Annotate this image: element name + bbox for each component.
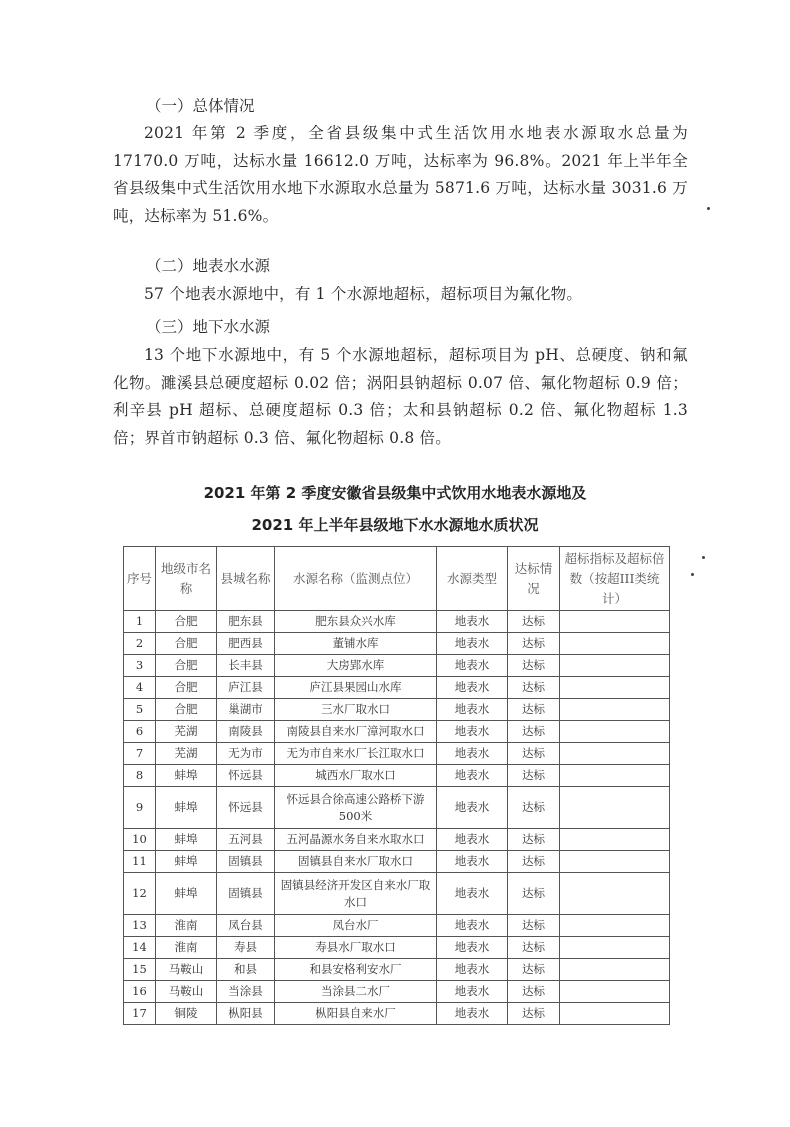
cell-county: 肥东县 (217, 611, 275, 633)
cell-exceedance (560, 787, 670, 829)
cell-county: 长丰县 (217, 655, 275, 677)
cell-city: 马鞍山 (156, 981, 217, 1003)
header-index: 序号 (124, 547, 156, 611)
cell-index: 6 (124, 721, 156, 743)
cell-index: 8 (124, 765, 156, 787)
paragraph-surface-water: 57 个地表水源地中，有 1 个水源地超标，超标项目为氟化物。 (144, 285, 583, 303)
cell-city: 蚌埠 (156, 829, 217, 851)
cell-source-type: 地表水 (437, 677, 508, 699)
cell-county: 寿县 (217, 937, 275, 959)
cell-source-name: 当涂县二水厂 (275, 981, 437, 1003)
cell-exceedance (560, 851, 670, 873)
cell-county: 当涂县 (217, 981, 275, 1003)
cell-source-name: 固镇县经济开发区自来水厂取水口 (275, 873, 437, 915)
table-row (124, 765, 670, 787)
cell-exceedance (560, 981, 670, 1003)
cell-index: 1 (124, 611, 156, 633)
header-county: 县城名称 (217, 547, 275, 611)
cell-source-type: 地表水 (437, 981, 508, 1003)
cell-index: 13 (124, 915, 156, 937)
cell-county: 南陵县 (217, 721, 275, 743)
cell-source-type: 地表水 (437, 699, 508, 721)
cell-city: 合肥 (156, 611, 217, 633)
cell-city: 合肥 (156, 633, 217, 655)
cell-compliance: 达标 (508, 655, 560, 677)
cell-compliance: 达标 (508, 937, 560, 959)
cell-city: 蚌埠 (156, 765, 217, 787)
table-header-row (124, 547, 670, 611)
cell-source-name: 无为市自来水厂长江取水口 (275, 743, 437, 765)
cell-county: 固镇县 (217, 851, 275, 873)
water-quality-table (123, 546, 670, 1025)
cell-county: 固镇县 (217, 873, 275, 915)
cell-compliance: 达标 (508, 851, 560, 873)
cell-exceedance (560, 873, 670, 915)
cell-source-name: 固镇县自来水厂取水口 (275, 851, 437, 873)
cell-county: 怀远县 (217, 765, 275, 787)
cell-source-type: 地表水 (437, 655, 508, 677)
cell-compliance: 达标 (508, 1003, 560, 1025)
cell-source-type: 地表水 (437, 873, 508, 915)
cell-exceedance (560, 829, 670, 851)
section-heading-surface-water: （二）地表水水源 (146, 257, 271, 275)
table-row (124, 959, 670, 981)
cell-source-type: 地表水 (437, 721, 508, 743)
table-title-line-1: 2021 年第 2 季度安徽省县级集中式饮用水地表水源地及 (203, 484, 587, 502)
cell-index: 10 (124, 829, 156, 851)
header-source-name: 水源名称（监测点位） (275, 547, 437, 611)
table-row (124, 699, 670, 721)
cell-city: 蚌埠 (156, 873, 217, 915)
cell-exceedance (560, 721, 670, 743)
cell-source-type: 地表水 (437, 743, 508, 765)
cell-exceedance (560, 937, 670, 959)
cell-county: 枞阳县 (217, 1003, 275, 1025)
paragraph-groundwater: 13 个地下水源地中，有 5 个水源地超标，超标项目为 pH、总硬度、钠和氟化物。濉溪县总硬度超标 0.02 倍；涡阳县钠超标 0.07 倍、氟化物超标 0.9 倍；利辛县 pH 超标、总硬度超标 0.3 倍；太和县钠超标 0.2 倍、氟化物超标 1.3 倍；界首市钠超标 0.3 倍、氟化物超标 0.8 倍。 (113, 346, 688, 447)
table-row (124, 721, 670, 743)
cell-county: 和县 (217, 959, 275, 981)
cell-compliance: 达标 (508, 765, 560, 787)
cell-compliance: 达标 (508, 959, 560, 981)
header-source-type: 水源类型 (437, 547, 508, 611)
scan-speck (691, 573, 694, 576)
cell-city: 芜湖 (156, 743, 217, 765)
cell-exceedance (560, 655, 670, 677)
cell-city: 合肥 (156, 699, 217, 721)
cell-index: 17 (124, 1003, 156, 1025)
table-row (124, 787, 670, 829)
scan-speck (702, 556, 705, 559)
cell-city: 蚌埠 (156, 851, 217, 873)
cell-index: 3 (124, 655, 156, 677)
cell-compliance: 达标 (508, 677, 560, 699)
cell-exceedance (560, 765, 670, 787)
cell-compliance: 达标 (508, 743, 560, 765)
cell-exceedance (560, 959, 670, 981)
cell-source-name: 和县安格利安水厂 (275, 959, 437, 981)
table-row (124, 915, 670, 937)
cell-index: 12 (124, 873, 156, 915)
cell-source-name: 凤台水厂 (275, 915, 437, 937)
cell-index: 5 (124, 699, 156, 721)
cell-source-name: 南陵县自来水厂漳河取水口 (275, 721, 437, 743)
cell-source-type: 地表水 (437, 611, 508, 633)
cell-compliance: 达标 (508, 633, 560, 655)
cell-source-type: 地表水 (437, 915, 508, 937)
header-compliance: 达标情况 (508, 547, 560, 611)
cell-index: 15 (124, 959, 156, 981)
cell-county: 无为市 (217, 743, 275, 765)
cell-exceedance (560, 699, 670, 721)
table-row (124, 655, 670, 677)
cell-exceedance (560, 1003, 670, 1025)
table-row (124, 611, 670, 633)
cell-city: 芜湖 (156, 721, 217, 743)
cell-source-type: 地表水 (437, 851, 508, 873)
cell-county: 巢湖市 (217, 699, 275, 721)
cell-source-type: 地表水 (437, 787, 508, 829)
cell-index: 4 (124, 677, 156, 699)
cell-source-name: 肥东县众兴水库 (275, 611, 437, 633)
table-title-line-2: 2021 年上半年县级地下水水源地水质状况 (251, 516, 539, 534)
cell-county: 凤台县 (217, 915, 275, 937)
table-row (124, 677, 670, 699)
header-city: 地级市名称 (156, 547, 217, 611)
table-row (124, 633, 670, 655)
cell-city: 合肥 (156, 677, 217, 699)
table-row (124, 743, 670, 765)
cell-exceedance (560, 915, 670, 937)
cell-source-name: 城西水厂取水口 (275, 765, 437, 787)
cell-exceedance (560, 677, 670, 699)
section-heading-overall: （一）总体情况 (146, 97, 255, 115)
cell-source-name: 寿县水厂取水口 (275, 937, 437, 959)
cell-source-name: 三水厂取水口 (275, 699, 437, 721)
cell-source-type: 地表水 (437, 959, 508, 981)
cell-county: 庐江县 (217, 677, 275, 699)
table-row (124, 937, 670, 959)
paragraph-overall: 2021 年第 2 季度，全省县级集中式生活饮用水地表水源取水总量为 17170.0 万吨，达标水量 16612.0 万吨，达标率为 96.8%。2021 年上半年全省县级集中式生活饮用水地下水源取水总量为 5871.6 万吨，达标水量 3031.6 万吨，达标率为 51.6%。 (113, 124, 688, 225)
cell-compliance: 达标 (508, 873, 560, 915)
table-row (124, 829, 670, 851)
cell-exceedance (560, 611, 670, 633)
cell-county: 五河县 (217, 829, 275, 851)
cell-compliance: 达标 (508, 829, 560, 851)
cell-compliance: 达标 (508, 699, 560, 721)
cell-city: 蚌埠 (156, 787, 217, 829)
section-heading-groundwater: （三）地下水水源 (146, 318, 271, 336)
header-exceedance: 超标指标及超标倍数（按超III类统计） (560, 547, 670, 611)
cell-city: 合肥 (156, 655, 217, 677)
cell-index: 11 (124, 851, 156, 873)
table-row (124, 873, 670, 915)
cell-index: 7 (124, 743, 156, 765)
cell-source-type: 地表水 (437, 1003, 508, 1025)
cell-index: 14 (124, 937, 156, 959)
table-row (124, 851, 670, 873)
table-row (124, 1003, 670, 1025)
cell-index: 2 (124, 633, 156, 655)
cell-index: 16 (124, 981, 156, 1003)
cell-county: 肥西县 (217, 633, 275, 655)
cell-compliance: 达标 (508, 721, 560, 743)
cell-source-name: 怀远县合徐高速公路桥下游500米 (275, 787, 437, 829)
cell-exceedance (560, 633, 670, 655)
cell-county: 怀远县 (217, 787, 275, 829)
cell-source-name: 大房郢水库 (275, 655, 437, 677)
cell-index: 9 (124, 787, 156, 829)
cell-city: 淮南 (156, 915, 217, 937)
cell-city: 铜陵 (156, 1003, 217, 1025)
cell-source-name: 董铺水库 (275, 633, 437, 655)
cell-source-name: 枞阳县自来水厂 (275, 1003, 437, 1025)
cell-compliance: 达标 (508, 611, 560, 633)
cell-source-type: 地表水 (437, 633, 508, 655)
cell-source-name: 庐江县果园山水库 (275, 677, 437, 699)
cell-source-type: 地表水 (437, 937, 508, 959)
table-row (124, 981, 670, 1003)
cell-compliance: 达标 (508, 915, 560, 937)
scan-speck (707, 207, 710, 210)
cell-compliance: 达标 (508, 981, 560, 1003)
cell-source-type: 地表水 (437, 829, 508, 851)
cell-exceedance (560, 743, 670, 765)
cell-source-name: 五河晶源水务自来水取水口 (275, 829, 437, 851)
cell-source-type: 地表水 (437, 765, 508, 787)
cell-city: 淮南 (156, 937, 217, 959)
cell-city: 马鞍山 (156, 959, 217, 981)
cell-compliance: 达标 (508, 787, 560, 829)
